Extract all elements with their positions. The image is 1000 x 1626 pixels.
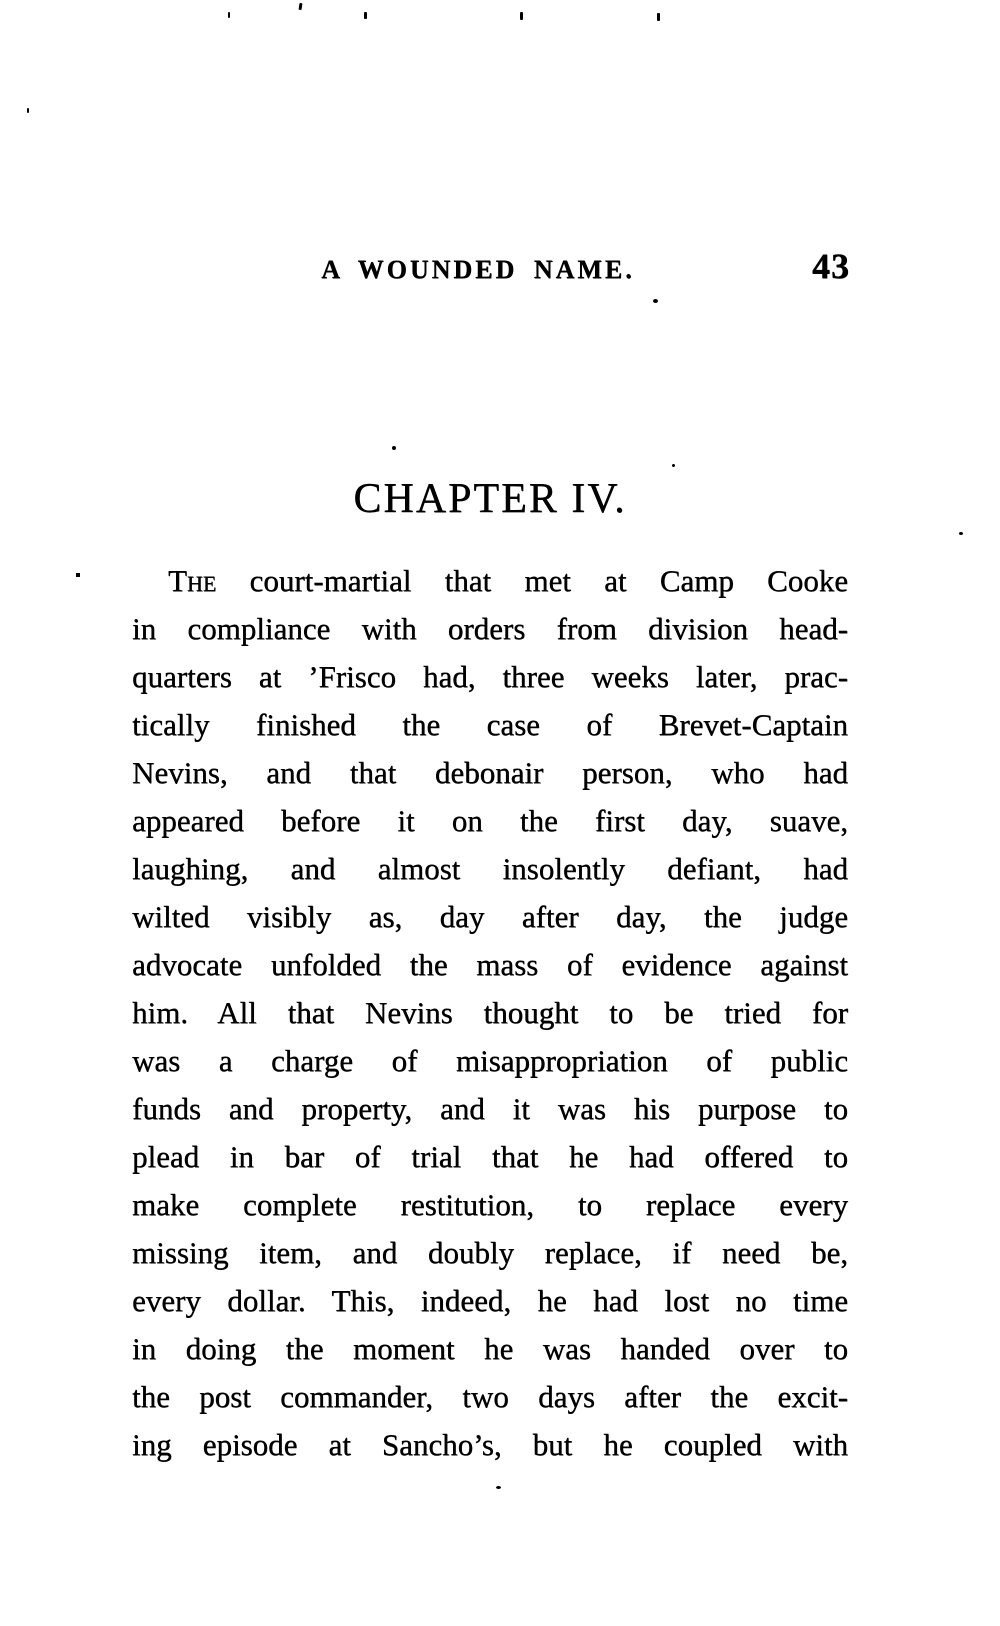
scan-speck: [959, 532, 963, 535]
paragraph-line: funds and property, and it was his purpose to: [132, 1091, 848, 1126]
paragraph-line: tically finished the case of Brevet-Captain: [132, 707, 848, 742]
page-number: 43: [812, 246, 850, 286]
paragraph-line: was a charge of misappropriation of public: [132, 1043, 848, 1078]
paragraph-line: every dollar. This, indeed, he had lost no time: [132, 1283, 848, 1318]
scan-speck: [27, 108, 29, 113]
paragraph-line: him. All that Nevins thought to be tried for: [132, 995, 848, 1030]
running-title: A WOUNDED NAME.: [321, 255, 635, 284]
scan-speck: [520, 12, 523, 20]
paragraph-line: plead in bar of trial that he had offered to: [132, 1139, 848, 1174]
paragraph-line: in doing the moment he was handed over to: [132, 1331, 848, 1366]
paragraph-line: ing episode at Sancho’s, but he coupled with: [132, 1427, 848, 1462]
scan-speck: [228, 12, 230, 18]
paragraph-line: Nevins, and that debonair person, who had: [132, 755, 848, 790]
scan-speck: [392, 446, 396, 450]
paragraph-line: laughing, and almost insolently defiant, had: [132, 851, 848, 886]
lead-word-smallcaps: The: [168, 563, 217, 598]
paragraph-line: appeared before it on the first day, suave,: [132, 803, 848, 838]
scan-speck: [299, 3, 303, 10]
paragraph-line: quarters at ’Frisco had, three weeks later, prac-: [132, 659, 848, 694]
paragraph-line: the post commander, two days after the excit-: [132, 1379, 848, 1414]
paragraph-line-first: [132, 557, 848, 605]
paragraph-line: in compliance with orders from division head-: [132, 611, 848, 646]
lead-rest: court-martial that met at Camp Cooke: [249, 563, 848, 598]
scan-speck: [76, 573, 80, 577]
paragraph-line: wilted visibly as, day after day, the judge: [132, 899, 848, 934]
chapter-heading: CHAPTER IV.: [353, 476, 627, 522]
paragraph-line: make complete restitution, to replace every: [132, 1187, 848, 1222]
scan-speck: [653, 299, 658, 303]
scan-speck: [672, 464, 675, 467]
body-paragraph: [132, 557, 848, 1469]
paragraph-line: missing item, and doubly replace, if need be,: [132, 1235, 848, 1270]
scan-speck: [496, 1486, 501, 1489]
scan-speck: [657, 13, 660, 21]
paragraph-line: advocate unfolded the mass of evidence against: [132, 947, 848, 982]
scan-speck: [364, 12, 367, 19]
